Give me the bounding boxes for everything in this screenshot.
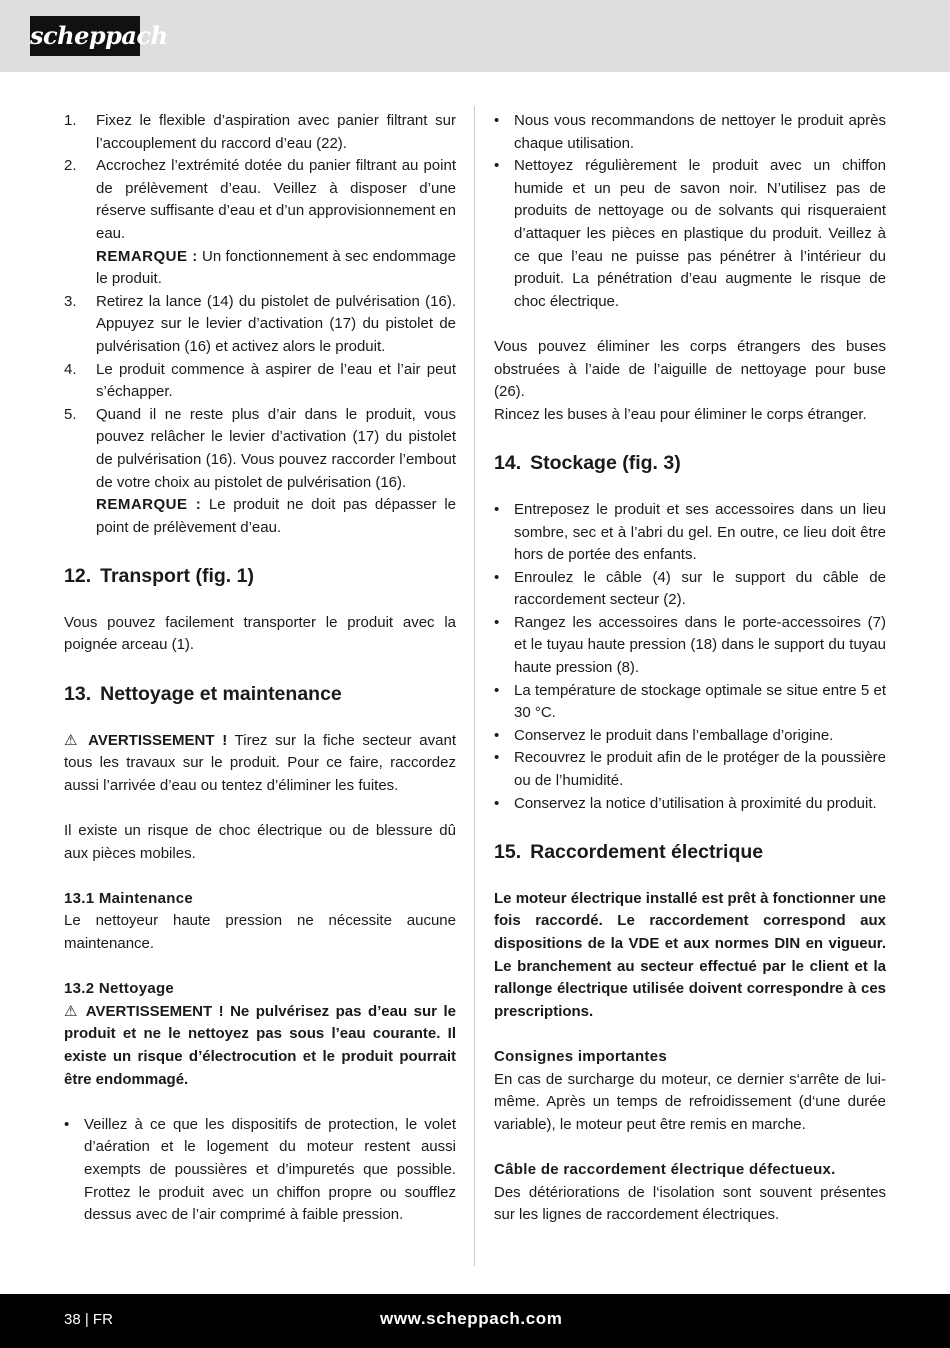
step-text: Le produit commence à aspirer de l’eau et l’air peut s’échapper.	[96, 360, 456, 401]
step-number: 4.	[64, 360, 77, 378]
important-heading: Consignes importantes	[494, 1047, 667, 1065]
section-title: Stockage (fig. 3)	[530, 452, 681, 475]
warning-paragraph	[64, 730, 456, 798]
list-item: • Nettoyez régulièrement le produit avec un chiffon humide et un peu de savon noir. N’utilisez pas de produits de nettoyage ou de solvants qui risqueraient d’attaquer les pièces en plastique du produit. Veillez à ce que l’eau ne puisse pas pénétrer à l’intérieur du produit. La pénétration d’eau augmente le risque de choc électrique.	[494, 155, 886, 313]
storage-bullets	[494, 499, 886, 815]
maintenance-text: Le nettoyeur haute pression ne nécessite aucune maintenance.	[64, 912, 456, 952]
risk-text: Il existe un risque de choc électrique ou de blessure dû aux pièces mobiles.	[64, 822, 456, 862]
left-column	[64, 110, 456, 1227]
cleaning-warning	[64, 1001, 456, 1091]
step-text: Quand il ne reste plus d’air dans le produit, vous pouvez relâcher le levier d’activation (17) du pistolet de pulvérisation (16). Vous pouvez raccorder l’embout de votre choix au pistolet de pulvérisation (16).	[96, 405, 456, 491]
list-item: • Nous vous recommandons de nettoyer le produit après chaque utilisation.	[494, 110, 886, 155]
cleaning-warning-text: AVERTISSEMENT ! Ne pulvérisez pas d’eau sur le produit et ne le nettoyez pas sous l’eau courante. Il existe un risque d’électrocution et le produit pourrait être endommagé.	[64, 1002, 456, 1088]
warning-icon: ⚠	[64, 1002, 80, 1020]
step-number: 5.	[64, 405, 77, 423]
section-number: 12.	[64, 565, 92, 588]
right-column	[494, 110, 886, 1227]
list-item: • Rangez les accessoires dans le porte-accessoires (7) et le tuyau haute pression (18) dans le support du tuyau haute pression (8).	[494, 612, 886, 680]
page-number: 38 | FR	[64, 1311, 113, 1328]
section-number: 14.	[494, 452, 522, 475]
footer-bar	[0, 1294, 950, 1348]
step-number: 2.	[64, 157, 77, 175]
nozzle-text: Vous pouvez éliminer les corps étrangers des buses obstruées à l’aide de l’aiguille de nettoyage pour buse (26).	[494, 337, 886, 401]
electrical-intro: Le moteur électrique installé est prêt à fonctionner une fois raccordé. Le raccordement correspond aux dispositions de la VDE et aux normes DIN en vigueur. Le branchement au secteur effectué par le client et la rallonge électrique utilisée doivent correspondre à ces prescriptions.	[494, 889, 886, 1020]
section-number: 15.	[494, 841, 522, 864]
transport-text: Vous pouvez facilement transporter le produit avec la poignée arceau (1).	[64, 613, 456, 654]
note-label: REMARQUE :	[96, 247, 198, 265]
warning-label: AVERTISSEMENT !	[80, 731, 228, 749]
list-item: • Entreposez le produit et ses accessoires dans un lieu sombre, sec et à l’abri du gel. En outre, ce lieu doit être hors de portée des enfants.	[494, 499, 886, 567]
note-label: REMARQUE :	[96, 496, 202, 514]
list-item: • Veillez à ce que les dispositifs de protection, le volet d’aération et le logement du moteur restent aussi exempts de poussières et d’impuretés que possible. Frottez le produit avec un chiffon propre ou soufflez dessus avec de l’air comprimé à faible pression.	[64, 1114, 456, 1227]
cleaning-bullets-cont	[494, 110, 886, 313]
subsection-cleaning-heading: 13.2 Nettoyage	[64, 980, 175, 998]
note-text: Un fonctionnement à sec endommage le produit.	[96, 247, 456, 288]
list-item: • Enroulez le câble (4) sur le support du câble de raccordement secteur (2).	[494, 567, 886, 612]
step-item	[64, 291, 456, 359]
step-number: 3.	[64, 292, 77, 310]
important-text: En cas de surcharge du moteur, ce dernier s‘arrête de lui-même. Après un temps de refroidissement (d‘une durée variable), le moteur peut être remis en marche.	[494, 1070, 886, 1133]
subsection-maintenance-heading: 13.1 Maintenance	[64, 889, 194, 907]
warning-icon: ⚠	[64, 731, 81, 749]
step-number: 1.	[64, 112, 77, 129]
website-link[interactable]: www.scheppach.com	[380, 1309, 563, 1328]
list-item: • Conservez la notice d’utilisation à proximité du produit.	[494, 793, 886, 816]
cable-text: Des détériorations de l‘isolation sont souvent présentes sur les lignes de raccordement électriques.	[494, 1183, 886, 1224]
step-item	[64, 359, 456, 404]
startup-steps	[64, 110, 456, 539]
nozzle-rinse-text: Rincez les buses à l’eau pour éliminer le corps étranger.	[494, 405, 867, 423]
step-item	[64, 155, 456, 291]
section-number: 13.	[64, 683, 92, 706]
section-13-heading	[64, 681, 456, 707]
step-text: Fixez le flexible d’aspiration avec panier filtrant sur l’accouplement du raccord d’eau (22).	[96, 112, 456, 152]
section-title: Raccordement électrique	[530, 841, 764, 864]
header-bar	[0, 0, 950, 72]
column-divider	[474, 106, 475, 1266]
step-text: Accrochez l’extrémité dotée du panier filtrant au point de prélèvement d’eau. Veillez à disposer d’une réserve suffisante d’eau et d’un approvisionnement en eau.	[96, 157, 456, 242]
cable-heading: Câble de raccordement électrique défectueux.	[494, 1160, 836, 1178]
step-item	[64, 110, 456, 155]
section-14-heading	[494, 450, 886, 476]
list-item: • Recouvrez le produit afin de le protéger de la poussière ou de l’humidité.	[494, 747, 886, 792]
section-title: Nettoyage et maintenance	[100, 683, 342, 706]
note-text: Le produit ne doit pas dépasser le point de prélèvement d’eau.	[96, 496, 456, 536]
section-15-heading	[494, 839, 886, 865]
list-item: • La température de stockage optimale se situe entre 5 et 30 °C.	[494, 680, 886, 725]
section-title: Transport (fig. 1)	[100, 565, 254, 588]
warning-text: Tirez sur la fiche secteur avant tous les travaux sur le produit. Pour ce faire, raccordez aussi l’arrivée d’eau ou tentez d’éliminer les fuites.	[64, 731, 456, 794]
step-item	[64, 404, 456, 540]
section-12-heading	[64, 563, 456, 589]
cleaning-bullets	[64, 1114, 456, 1227]
step-text: Retirez la lance (14) du pistolet de pulvérisation (16). Appuyez sur le levier d’activation (17) du pistolet de pulvérisation (16) et activez alors le produit.	[96, 292, 456, 355]
scheppach-logo: scheppach	[30, 16, 140, 56]
list-item: • Conservez le produit dans l’emballage d’origine.	[494, 725, 886, 748]
